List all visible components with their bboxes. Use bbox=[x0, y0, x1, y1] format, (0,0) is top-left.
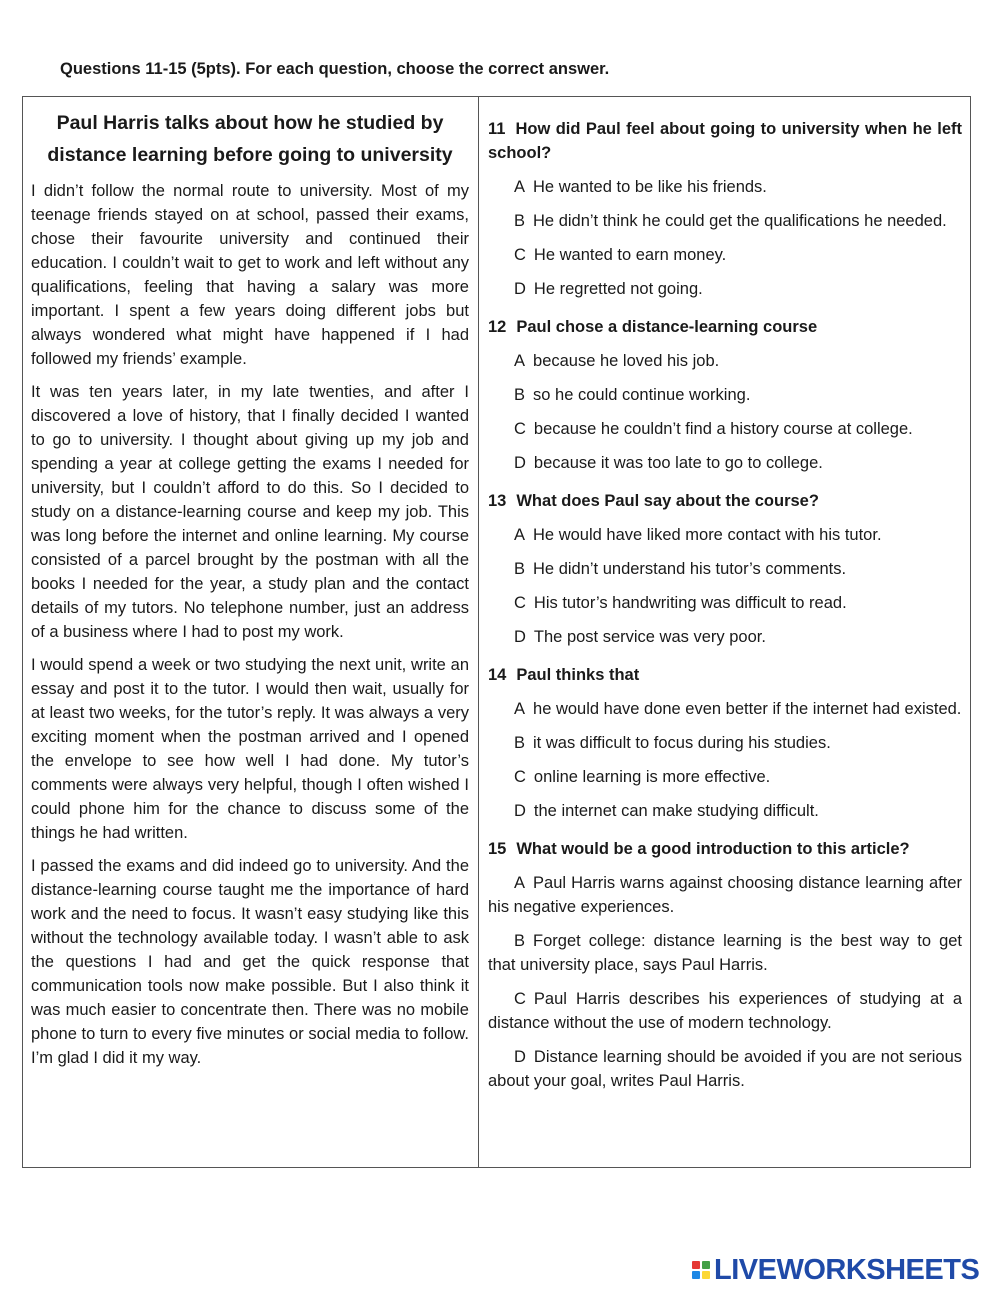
article-title-line-2: distance learning before going to university bbox=[47, 144, 453, 166]
article-paragraph-3: I would spend a week or two studying the next unit, write an essay and post it to the tutor. I would then wait, usually for at least two weeks, for the tutor’s reply. It was always a very exciting moment when the postman arrived and I opened the envelope to see how well I had done. My tutor’s comments were always very helpful, though I often wished I could phone him for the chance to discuss some of the things he had written. bbox=[31, 656, 469, 842]
answer-option-d[interactable]: D the internet can make studying difficult. bbox=[514, 802, 819, 820]
answer-option-c[interactable]: C online learning is more effective. bbox=[514, 768, 771, 786]
answer-option-d[interactable]: D because it was too late to go to college. bbox=[514, 454, 823, 472]
question-text: What would be a good introduction to this article? bbox=[516, 840, 910, 858]
article-column bbox=[31, 107, 469, 1079]
question-number: 14 bbox=[488, 666, 507, 684]
questions-column bbox=[488, 117, 962, 1107]
worksheet-frame bbox=[22, 96, 971, 1168]
question-number: 12 bbox=[488, 318, 507, 336]
answer-option-a[interactable]: A because he loved his job. bbox=[514, 352, 720, 370]
answer-option-d[interactable]: D Distance learning should be avoided if you are not serious about your goal, writes Paul Harris. bbox=[488, 1048, 962, 1090]
question-14 bbox=[488, 663, 962, 823]
answer-option-c[interactable]: C He wanted to earn money. bbox=[514, 246, 727, 264]
question-15 bbox=[488, 837, 962, 1093]
article-title-line-1: Paul Harris talks about how he studied by bbox=[56, 112, 444, 134]
answer-option-a[interactable]: A He wanted to be like his friends. bbox=[514, 178, 767, 196]
article-title bbox=[31, 107, 469, 171]
answer-option-b[interactable]: B it was difficult to focus during his studies. bbox=[514, 734, 831, 752]
logo-grid-icon bbox=[692, 1261, 710, 1279]
question-stem bbox=[488, 315, 962, 339]
question-stem bbox=[488, 837, 962, 861]
article-paragraph-1: I didn’t follow the normal route to university. Most of my teenage friends stayed on at school, passed their exams, chose their favourite university and continued their education. I couldn’t wait to get to work and left without any qualifications, feeling that having a salary was more important. I spent a few years doing different jobs but always wondered what might have happened if I had followed my friends’ example. bbox=[31, 182, 469, 368]
answer-option-b[interactable]: B Forget college: distance learning is the best way to get that university place, says Paul Harris. bbox=[488, 932, 962, 974]
answer-option-c[interactable]: C because he couldn’t find a history course at college. bbox=[514, 420, 913, 438]
column-divider bbox=[478, 97, 479, 1167]
question-12 bbox=[488, 315, 962, 475]
question-stem bbox=[488, 663, 962, 687]
question-number: 13 bbox=[488, 492, 507, 510]
question-number: 15 bbox=[488, 840, 507, 858]
question-text: How did Paul feel about going to university when he left school? bbox=[488, 120, 962, 162]
answer-option-b[interactable]: B so he could continue working. bbox=[514, 386, 751, 404]
liveworksheets-logo[interactable] bbox=[692, 1255, 979, 1285]
answer-option-d[interactable]: D The post service was very poor. bbox=[514, 628, 766, 646]
article-paragraph-2: It was ten years later, in my late twenties, and after I discovered a love of history, that I finally decided I wanted to go to university. I thought about giving up my job and spending a year at college getting the exams I needed for university, but I couldn’t afford to do this. So I decided to study on a distance-learning course and keep my job. This was long before the internet and online learning. My course consisted of a parcel brought by the postman with all the books I needed for the year, a study plan and the contact details of my tutors. No telephone number, just an address of a business where I had to post my work. bbox=[31, 383, 469, 641]
logo-tile bbox=[692, 1261, 700, 1269]
answer-option-b[interactable]: B He didn’t think he could get the qualifications he needed. bbox=[514, 212, 947, 230]
logo-tile bbox=[702, 1271, 710, 1279]
answer-option-a[interactable]: A he would have done even better if the internet had existed. bbox=[514, 700, 962, 718]
instructions-heading: Questions 11-15 (5pts). For each question, choose the correct answer. bbox=[60, 60, 610, 78]
question-stem bbox=[488, 117, 962, 165]
question-13 bbox=[488, 489, 962, 649]
question-text: Paul thinks that bbox=[516, 666, 640, 684]
answer-option-b[interactable]: B He didn’t understand his tutor’s comments. bbox=[514, 560, 847, 578]
logo-text: LIVEWORKSHEETS bbox=[714, 1253, 980, 1286]
article-paragraph-4: I passed the exams and did indeed go to university. And the distance-learning course taught me the importance of hard work and the need to focus. It wasn’t easy studying like this without the technology available today. I wasn’t able to ask the questions I had and get the quick response that communication tools now make possible. But I also think it was much easier to concentrate then. There was no mobile phone to turn to every five minutes or social media to follow. I’m glad I did it my way. bbox=[31, 857, 469, 1067]
answer-option-a[interactable]: A He would have liked more contact with his tutor. bbox=[514, 526, 882, 544]
answer-option-c[interactable]: C His tutor’s handwriting was difficult to read. bbox=[514, 594, 847, 612]
question-11 bbox=[488, 117, 962, 301]
question-text: Paul chose a distance-learning course bbox=[516, 318, 818, 336]
question-number: 11 bbox=[488, 120, 506, 138]
answer-option-d[interactable]: D He regretted not going. bbox=[514, 280, 703, 298]
answer-option-a[interactable]: A Paul Harris warns against choosing distance learning after his negative experiences. bbox=[488, 874, 962, 916]
question-text: What does Paul say about the course? bbox=[516, 492, 819, 510]
logo-tile bbox=[692, 1271, 700, 1279]
answer-option-c[interactable]: C Paul Harris describes his experiences of studying at a distance without the use of modern technology. bbox=[488, 990, 962, 1032]
question-stem bbox=[488, 489, 962, 513]
logo-tile bbox=[702, 1261, 710, 1269]
